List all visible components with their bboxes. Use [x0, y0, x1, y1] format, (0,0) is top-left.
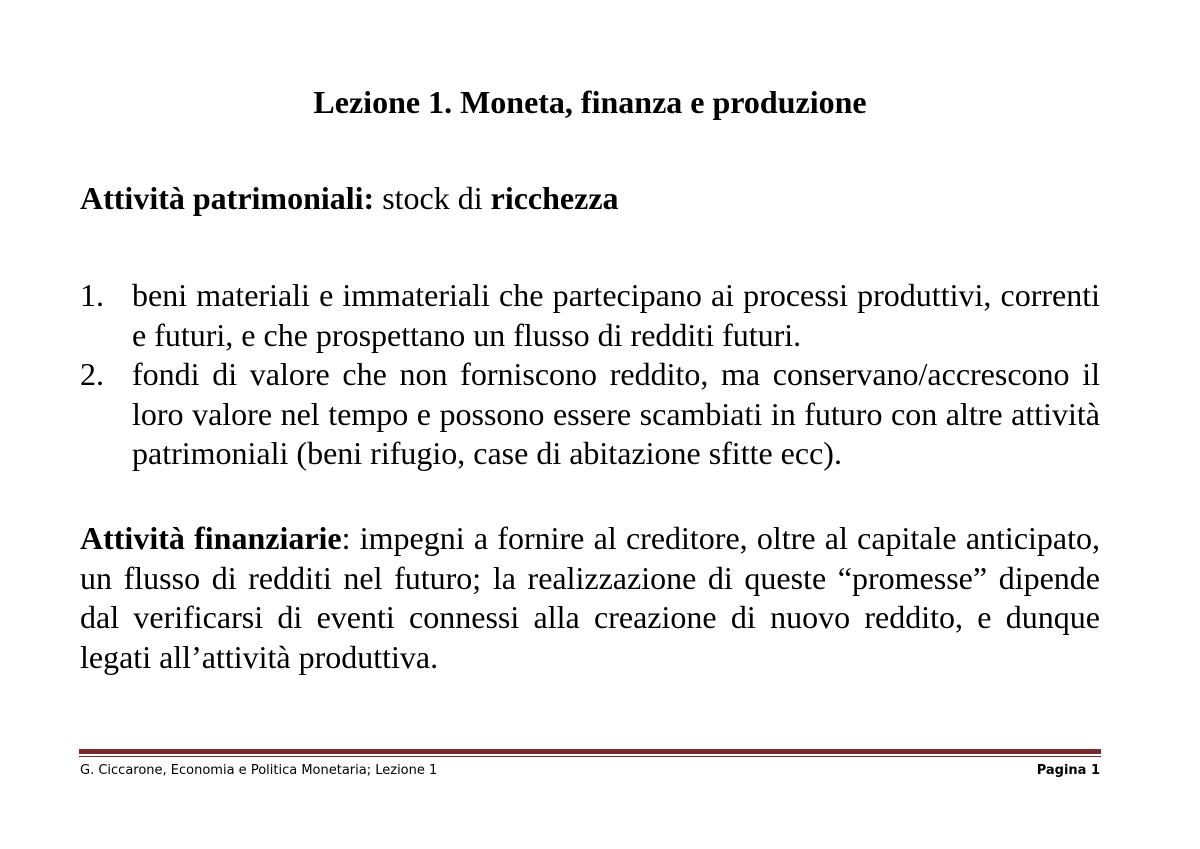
list-number: 1.: [80, 277, 104, 313]
list-item-text: beni materiali e immateriali che partecipano ai processi produttivi, correnti e futuri, e che prospettano un flusso di redditi futuri.: [132, 277, 1100, 353]
assets-list: [80, 276, 1100, 474]
list-item: [80, 276, 1100, 355]
section-assets-heading: [80, 178, 619, 218]
paragraph-text: : impegni a fornire al creditore, oltre al capitale anticipato, un flusso di redditi nel futuro; la realizzazione di queste “promesse” dipende dal verificarsi di eventi connessi alla creazione di nuovo reddito, e dunque legati all’attività produttiva.: [80, 520, 1101, 675]
heading-connector: stock di: [374, 180, 491, 216]
footer-divider-thin: [79, 756, 1101, 757]
list-number: 2.: [80, 356, 104, 392]
term-ricchezza: ricchezza: [490, 180, 619, 216]
term-attivita-patrimoniali: Attività patrimoniali:: [80, 180, 375, 216]
page-number: Pagina 1: [1036, 763, 1100, 778]
page-title: Lezione 1. Moneta, finanza e produzione: [313, 84, 867, 120]
footer-course-info: G. Ciccarone, Economia e Politica Monetaria; Lezione 1: [80, 763, 438, 778]
term-attivita-finanziarie: Attività finanziarie: [80, 520, 342, 556]
footer-divider: [79, 749, 1101, 754]
list-item-text: fondi di valore che non forniscono reddito, ma conservano/accrescono il loro valore nel tempo e possono essere scambiati in futuro con altre attività patrimoniali (beni rifugio, case di abitazione sfitte ecc).: [132, 356, 1100, 471]
financial-assets-paragraph: [80, 519, 1100, 677]
list-item: [80, 355, 1100, 474]
